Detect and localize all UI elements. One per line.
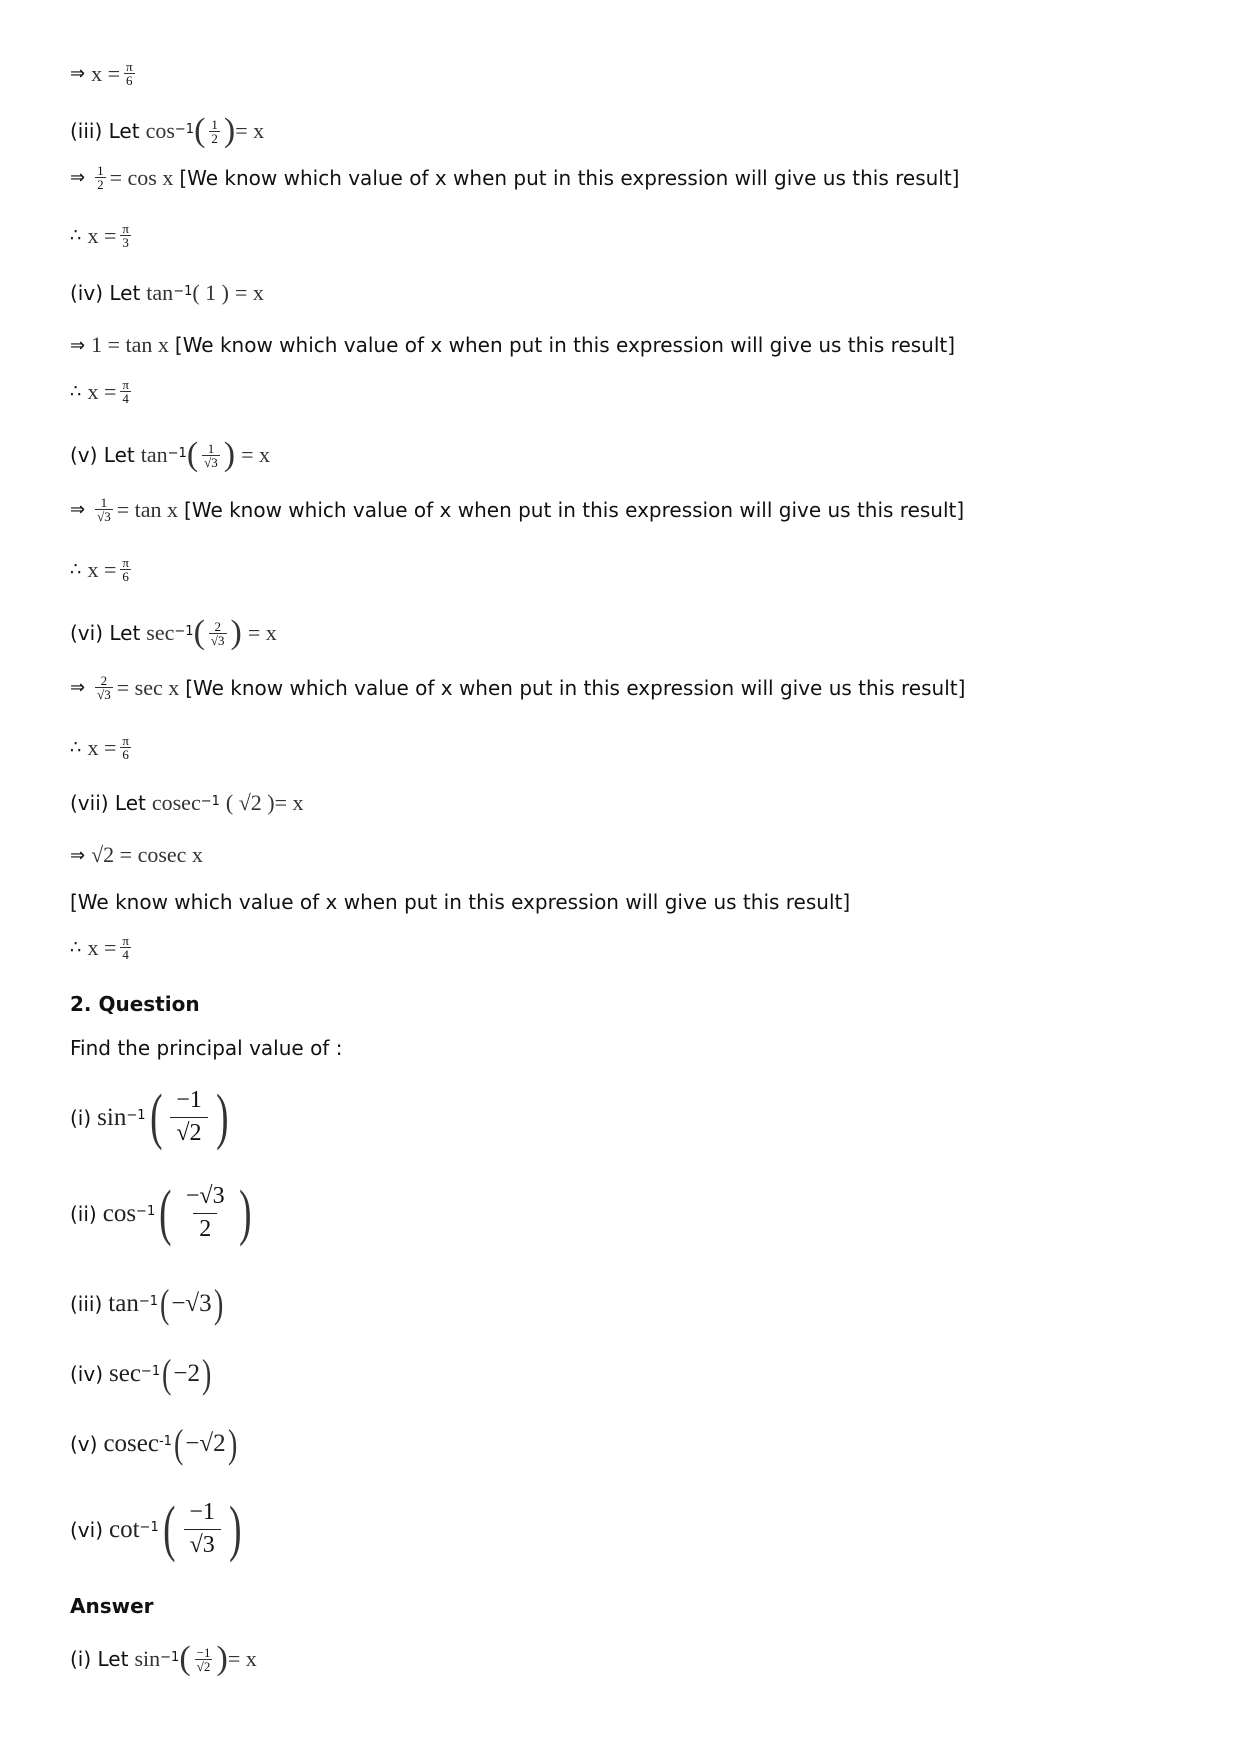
argument: −√3 <box>171 1289 212 1317</box>
function-name: tan <box>108 1289 139 1317</box>
item-label: (iv) <box>70 1361 103 1386</box>
denominator: 4 <box>122 391 129 406</box>
result-line <box>70 60 139 87</box>
numerator: π <box>122 221 129 236</box>
equation-rhs: = x <box>235 118 265 143</box>
numerator: 2 <box>100 673 108 688</box>
denominator: 2 <box>211 130 218 146</box>
question-item: (iv) sec $^{-1}$ ( −2 ) <box>70 1351 212 1396</box>
numerator: 2 <box>214 618 221 634</box>
implies-symbol: ⇒ <box>70 677 86 698</box>
fraction <box>120 734 131 761</box>
math-expression: x = <box>87 934 117 960</box>
question-item: (iii) tan $^{-1}$ ( −√3 ) <box>70 1281 223 1326</box>
fraction <box>120 378 131 405</box>
question-heading-row <box>70 992 200 1016</box>
denominator: √3 <box>184 1529 221 1560</box>
denominator: 6 <box>126 73 133 88</box>
function-name: sin <box>134 1646 161 1671</box>
numerator: −1 <box>196 1644 211 1660</box>
part-label: (vii) Let <box>70 791 146 815</box>
let-line: (v) Let tan $^{-1}$ ( $\frac{1}{√3}$ ) = x <box>70 436 271 473</box>
exponent: −1 <box>174 121 195 137</box>
implies-symbol: ⇒ <box>70 63 86 84</box>
therefore-symbol: ∴ <box>70 737 82 758</box>
part-label: (iv) Let <box>70 281 141 305</box>
math-expression: x = <box>87 556 117 582</box>
numerator: π <box>122 377 129 392</box>
question-prompt-row <box>70 1036 342 1060</box>
fraction <box>209 118 220 145</box>
explanation-note: [We know which value of x when put in this expression will give us this result] <box>179 165 960 190</box>
denominator: √3 <box>97 687 111 702</box>
math-expression: 1 = tan x <box>91 332 169 357</box>
denominator: 2 <box>193 1213 217 1244</box>
fraction <box>95 674 113 701</box>
fraction <box>120 556 131 583</box>
math-expression: = sec x <box>116 674 180 700</box>
argument: ( 1 ) <box>192 280 230 305</box>
function-name: sec <box>146 620 175 645</box>
fraction <box>95 496 113 523</box>
fraction <box>183 1499 221 1559</box>
result-line <box>70 556 135 583</box>
math-expression: x = <box>87 734 117 760</box>
answer-heading-row <box>70 1594 154 1618</box>
item-label: (i) <box>70 1105 92 1130</box>
math-expression: x = <box>87 378 117 404</box>
explanation-note: [We know which value of x when put in this expression will give us this result] <box>70 890 851 914</box>
function-name: sin <box>97 1103 127 1131</box>
fraction <box>170 1087 208 1147</box>
explanation-note: [We know which value of x when put in this expression will give us this result] <box>174 333 956 357</box>
equation-rhs: = x <box>274 790 304 815</box>
denominator: √3 <box>210 632 225 648</box>
question-item: (vi) cot $^{-1}$ ( $\frac{-1}{√3}$ ) <box>70 1495 242 1563</box>
fraction <box>120 222 131 249</box>
implication-line <box>70 496 964 523</box>
numerator: π <box>122 933 129 948</box>
let-line: (i) Let sin $^{-1}$ ( $\frac{-1}{√2}$ ) = x <box>70 1640 257 1677</box>
implication-line <box>70 842 203 868</box>
let-line <box>70 790 304 816</box>
denominator: √3 <box>97 509 111 524</box>
exponent: −1 <box>138 1294 158 1309</box>
equation-rhs: = x <box>227 1646 257 1671</box>
fraction <box>95 164 106 191</box>
implies-symbol: ⇒ <box>70 334 86 356</box>
explanation-line <box>70 890 850 914</box>
implication-line <box>70 332 955 358</box>
denominator: 6 <box>122 569 129 584</box>
answer-heading: Answer <box>70 1594 154 1618</box>
item-label: (vi) <box>70 1517 103 1542</box>
implies-symbol: ⇒ <box>70 844 86 866</box>
question-item: (i) sin $^{-1}$ ( $\frac{-1}{√2}$ ) <box>70 1083 229 1151</box>
therefore-symbol: ∴ <box>70 225 82 246</box>
question-item: (v) cosec $^{-1}$ ( −√2 ) <box>70 1421 237 1466</box>
exponent: −1 <box>160 1649 180 1665</box>
denominator: √2 <box>170 1117 207 1148</box>
denominator: 2 <box>97 177 104 192</box>
implies-symbol: ⇒ <box>70 167 86 188</box>
argument: −2 <box>173 1359 201 1387</box>
explanation-note: [We know which value of x when put in this expression will give us this result] <box>184 497 965 522</box>
fraction <box>195 1646 213 1673</box>
fraction <box>209 620 227 647</box>
numerator: 1 <box>100 495 108 510</box>
denominator: 3 <box>122 235 129 250</box>
exponent: -1 <box>158 1434 172 1449</box>
function-name: sec <box>109 1359 141 1387</box>
numerator: −1 <box>189 1499 215 1526</box>
numerator: π <box>126 59 133 74</box>
argument: −√2 <box>185 1429 226 1457</box>
denominator: √2 <box>196 1658 211 1674</box>
denominator: √3 <box>204 454 218 470</box>
function-name: cosec <box>103 1429 159 1457</box>
implication-line <box>70 164 959 191</box>
item-label: (iii) <box>70 1291 103 1316</box>
math-expression: = cos x <box>109 164 174 190</box>
function-name: tan <box>146 280 174 305</box>
question-prompt: Find the principal value of : <box>70 1036 343 1060</box>
function-name: cos <box>102 1199 137 1227</box>
numerator: 1 <box>97 163 104 178</box>
part-label: (vi) Let <box>70 621 141 645</box>
function-name: tan <box>140 442 168 467</box>
explanation-note: [We know which value of x when put in this expression will give us this result] <box>185 675 966 700</box>
exponent: −1 <box>173 283 193 299</box>
result-line <box>70 222 135 249</box>
let-line: (iii) Let cos $^{-1}$ ( $\frac{1}{2}$ ) = x <box>70 112 265 149</box>
exponent: −1 <box>139 1520 159 1535</box>
numerator: π <box>122 733 129 748</box>
part-label: (i) Let <box>70 1647 129 1671</box>
part-label: (v) Let <box>70 443 135 467</box>
math-expression: x = <box>91 60 121 86</box>
result-line <box>70 934 135 961</box>
fraction <box>120 934 131 961</box>
numerator: −√3 <box>185 1183 225 1210</box>
numerator: 1 <box>207 440 215 456</box>
denominator: 4 <box>122 947 129 962</box>
implies-symbol: ⇒ <box>70 499 86 520</box>
math-expression: x = <box>87 222 117 248</box>
therefore-symbol: ∴ <box>70 559 82 580</box>
fraction <box>202 442 220 469</box>
question-item: (ii) cos $^{-1}$ ( $\frac{-√3}{2}$ ) <box>70 1179 252 1247</box>
result-line <box>70 378 135 405</box>
function-name: cosec <box>151 790 201 815</box>
exponent: −1 <box>140 1364 161 1379</box>
part-label: (iii) Let <box>70 119 140 143</box>
question-heading: 2. Question <box>70 992 200 1016</box>
denominator: 6 <box>122 747 129 762</box>
equation-rhs: = x <box>241 442 271 467</box>
argument: ( √2 ) <box>225 790 275 815</box>
numerator: π <box>122 555 129 570</box>
therefore-symbol: ∴ <box>70 937 82 958</box>
item-label: (v) <box>70 1431 98 1456</box>
exponent: −1 <box>136 1204 156 1219</box>
exponent: −1 <box>167 445 187 461</box>
fraction <box>124 60 135 87</box>
let-line: (vi) Let sec $^{-1}$ ( $\frac{2}{√3}$ ) = x <box>70 614 277 651</box>
math-expression: = tan x <box>116 496 179 522</box>
fraction <box>180 1183 231 1243</box>
math-expression: √2 = cosec x <box>91 842 203 867</box>
equation-rhs: = x <box>247 620 277 645</box>
function-name: cos <box>145 118 175 143</box>
exponent: −1 <box>174 623 194 639</box>
numerator: −1 <box>176 1087 202 1114</box>
therefore-symbol: ∴ <box>70 381 82 402</box>
equation-rhs: = x <box>235 280 264 305</box>
result-line <box>70 734 135 761</box>
implication-line <box>70 674 965 701</box>
let-line <box>70 280 264 306</box>
function-name: cot <box>109 1515 140 1543</box>
item-label: (ii) <box>70 1201 97 1226</box>
numerator: 1 <box>211 116 218 132</box>
exponent: −1 <box>200 793 220 809</box>
exponent: −1 <box>126 1108 146 1123</box>
